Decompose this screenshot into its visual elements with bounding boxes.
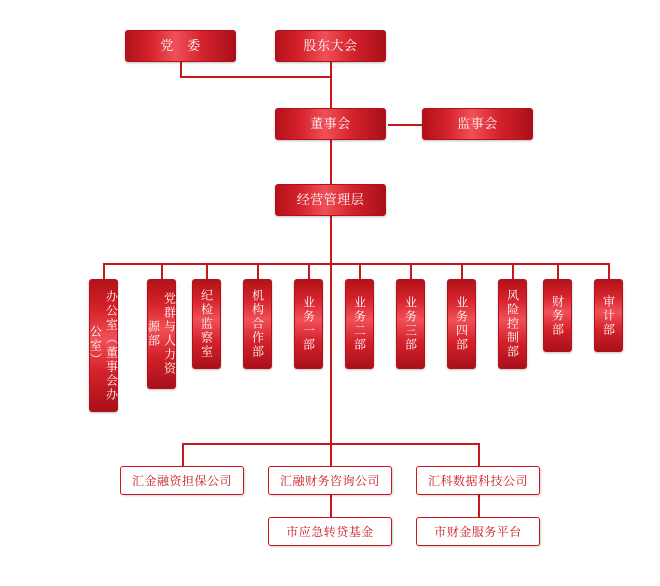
- node-label: 业务三部: [403, 296, 418, 352]
- node-department-institution[interactable]: [243, 279, 272, 369]
- connector-tech-to-platform: [478, 495, 480, 517]
- connector-drop-finance: [557, 263, 559, 279]
- connector-drop-party-hr: [161, 263, 163, 279]
- node-department-business1[interactable]: [294, 279, 323, 369]
- connector-drop-audit: [608, 263, 610, 279]
- node-department-finance[interactable]: [543, 279, 572, 352]
- connector-drop-tech: [478, 443, 480, 466]
- node-label: 经营管理层: [296, 192, 365, 207]
- node-label: 审计部: [601, 294, 616, 337]
- node-label: 业务二部: [352, 296, 367, 352]
- node-subsidiary-tech[interactable]: [416, 466, 540, 495]
- node-label: 业务四部: [454, 296, 469, 352]
- node-department-audit[interactable]: [594, 279, 623, 352]
- node-department-business2[interactable]: [345, 279, 374, 369]
- node-department-discipline[interactable]: [192, 279, 221, 369]
- node-label: 市应急转贷基金: [286, 525, 374, 539]
- connector-drop-consulting: [330, 443, 332, 466]
- node-financial-service-platform[interactable]: [416, 517, 540, 546]
- node-department-office[interactable]: [89, 279, 118, 412]
- connector-drop-business3: [410, 263, 412, 279]
- node-subsidiary-consulting[interactable]: [268, 466, 392, 495]
- connector-drop-risk: [512, 263, 514, 279]
- node-subsidiary-guarantee[interactable]: [120, 466, 244, 495]
- node-label: 监事会: [457, 116, 498, 131]
- node-label: 汇科数据科技公司: [427, 474, 528, 488]
- node-label: 汇金融资担保公司: [131, 474, 232, 488]
- node-label: 股东大会: [303, 38, 358, 53]
- node-label: 董事会: [310, 116, 351, 131]
- connector-board-to-supervisors: [388, 124, 422, 126]
- node-label: 业务一部: [301, 296, 316, 352]
- connector-drop-business2: [359, 263, 361, 279]
- node-department-party-hr[interactable]: [147, 279, 176, 389]
- connector-party-to-center: [180, 76, 331, 78]
- node-label: 汇融财务咨询公司: [279, 474, 380, 488]
- node-shareholders-meeting[interactable]: [275, 30, 386, 62]
- node-label: 市财金服务平台: [434, 525, 522, 539]
- node-label: 办公室（董事会办公室）: [88, 289, 119, 402]
- node-department-business3[interactable]: [396, 279, 425, 369]
- connector-party-down: [180, 62, 182, 76]
- node-label: 机构合作部: [250, 289, 265, 359]
- node-bridge-fund[interactable]: [268, 517, 392, 546]
- node-board-of-directors[interactable]: [275, 108, 386, 140]
- node-label: 财务部: [550, 294, 565, 337]
- connector-drop-institution: [257, 263, 259, 279]
- connector-drop-business4: [461, 263, 463, 279]
- node-management-layer[interactable]: [275, 184, 386, 216]
- connector-drop-business1: [308, 263, 310, 279]
- node-department-business4[interactable]: [447, 279, 476, 369]
- connector-shareholders-to-board: [330, 62, 332, 110]
- node-label: 纪检监察室: [199, 289, 214, 359]
- connector-department-bus: [103, 263, 609, 265]
- connector-drop-office: [103, 263, 105, 279]
- node-label: 党群与人力资源部: [146, 292, 177, 376]
- connector-consulting-to-bridge-fund: [330, 495, 332, 517]
- connector-drop-discipline: [206, 263, 208, 279]
- node-party-committee[interactable]: [125, 30, 236, 62]
- connector-board-to-management: [330, 139, 332, 186]
- node-label: 党 委: [160, 38, 201, 53]
- connector-drop-guarantee: [182, 443, 184, 466]
- node-department-risk-control[interactable]: [498, 279, 527, 369]
- node-label: 风险控制部: [505, 289, 520, 359]
- connector-management-to-subsidiaries: [330, 215, 332, 443]
- node-board-of-supervisors[interactable]: [422, 108, 533, 140]
